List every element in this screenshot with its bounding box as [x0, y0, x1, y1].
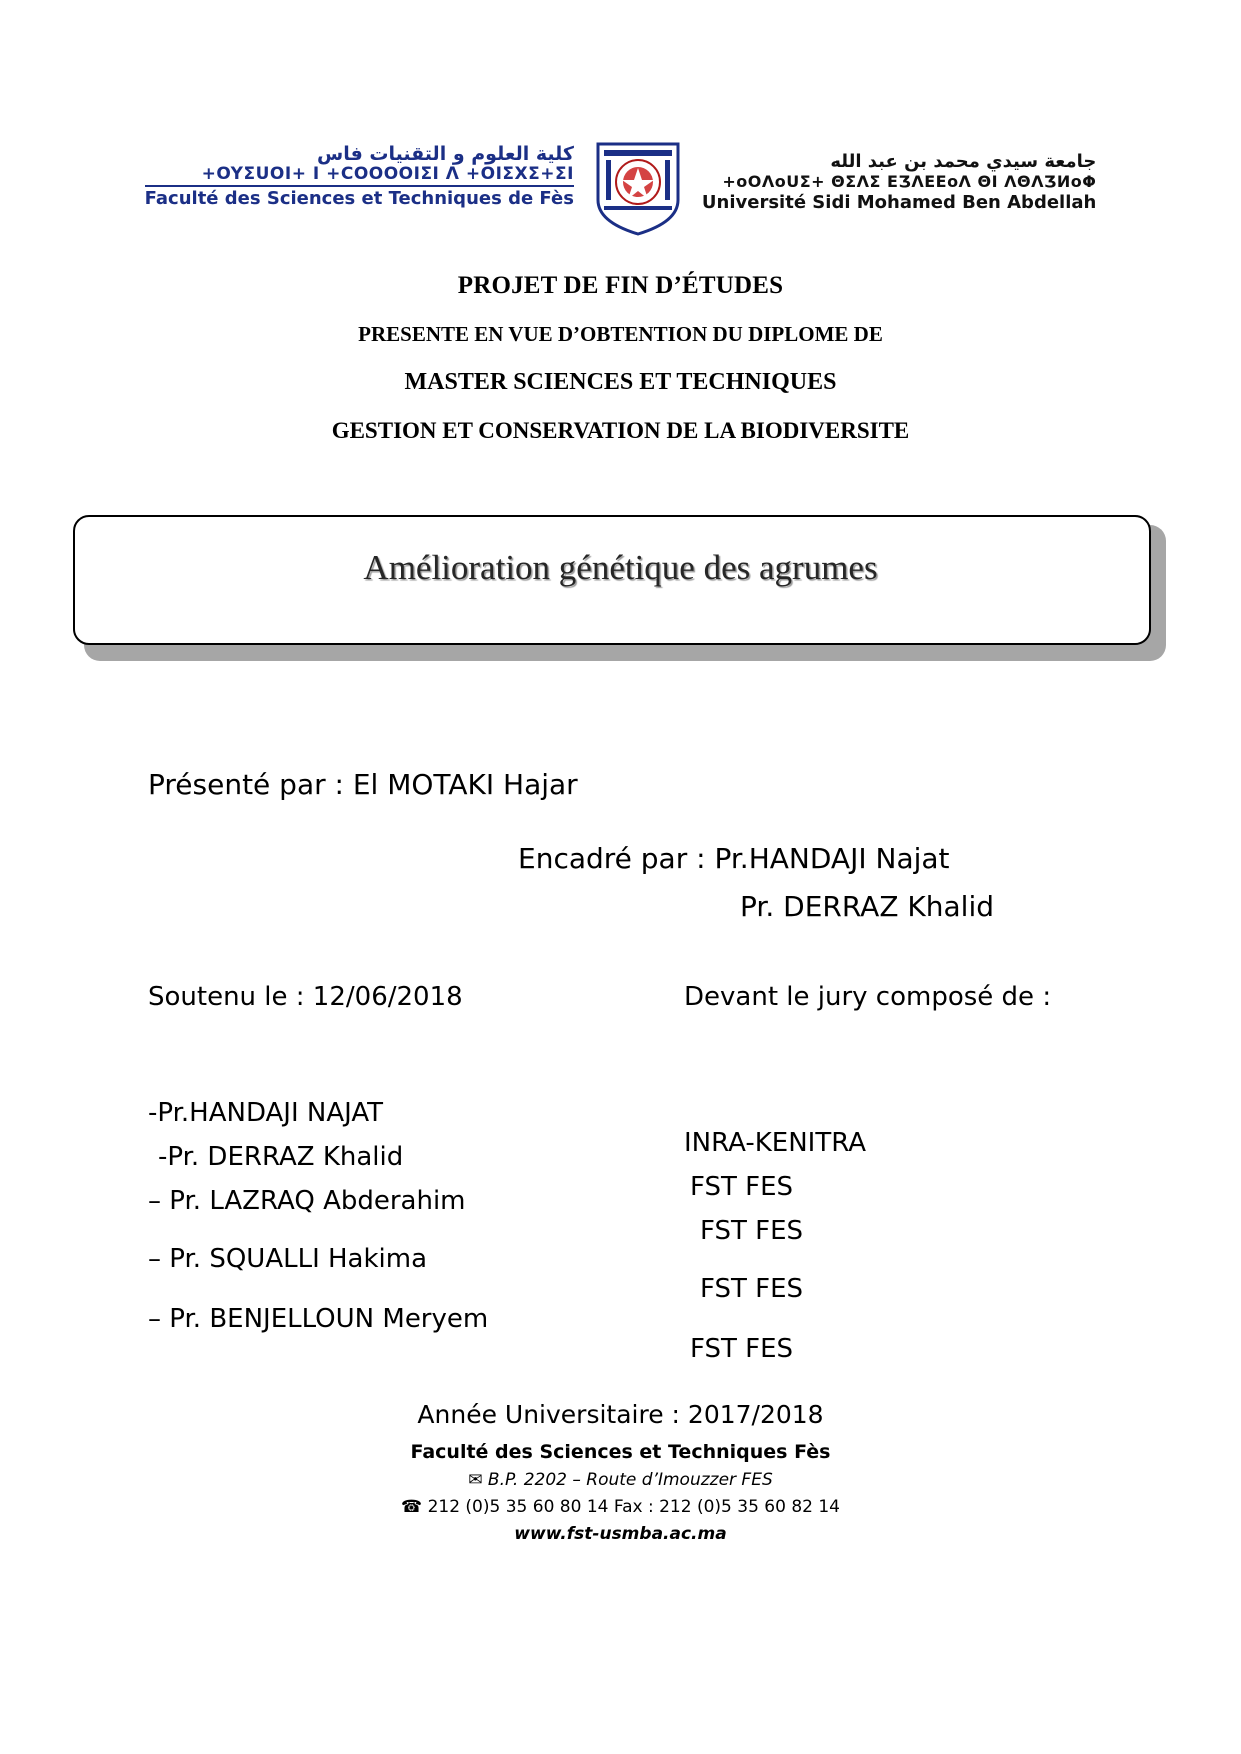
jury-member-name: – Pr. SQUALLI Hakima — [148, 1244, 428, 1274]
university-crest-icon — [590, 130, 686, 236]
faculty-logo — [145, 130, 574, 209]
footer-website: www.fst-usmba.ac.ma — [514, 1524, 727, 1544]
page-title: Amélioration génétique des agrumes — [363, 548, 878, 587]
supervisor-line-1: Encadré par : Pr.HANDAJI Najat — [518, 842, 950, 875]
jury-member-affiliation: FST FES — [700, 1216, 804, 1246]
footer-phone-line — [0, 1497, 1241, 1517]
university-logo — [702, 130, 1096, 214]
university-logo-arabic: جامعة سيدي محمد بن عبد الله — [830, 151, 1097, 172]
presented-by-line: Présenté par : El MOTAKI Hajar — [148, 768, 578, 801]
faculty-logo-french: Faculté des Sciences et Techniques de Fès — [145, 185, 574, 209]
heading-specialty: GESTION ET CONSERVATION DE LA BIODIVERSITE — [331, 418, 910, 443]
jury-member-name: -Pr. DERRAZ Khalid — [158, 1142, 404, 1172]
jury-member-name: -Pr.HANDAJI NAJAT — [148, 1098, 384, 1128]
jury-member-name: – Pr. BENJELLOUN Meryem — [148, 1304, 489, 1334]
jury-member-affiliation: FST FES — [700, 1274, 804, 1304]
footer-address: B.P. 2202 – Route d’Imouzzer FES — [487, 1470, 773, 1490]
page-header — [0, 130, 1241, 240]
footer-faculty-name: Faculté des Sciences et Techniques Fès — [410, 1441, 831, 1463]
supervisor-line-2: Pr. DERRAZ Khalid — [740, 890, 994, 923]
university-logo-tifinagh: +oOΛoUΣ+ ΘΣΛΣ ΕƷΛΕΕoΛ ΘΙ ΛΘΛƷИoΦ — [722, 171, 1097, 191]
defense-date-line: Soutenu le : 12/06/2018 — [148, 982, 463, 1012]
academic-year: Année Universitaire : 2017/2018 — [417, 1400, 824, 1429]
degree-heading-block — [0, 272, 1241, 466]
faculty-logo-tifinagh: +OYΣUOI+ I +COOOOIΣI Λ +OIΣXΣ+ΣI — [201, 164, 574, 185]
heading-master-degree: MASTER SCIENCES ET TECHNIQUES — [404, 369, 837, 395]
jury-member-affiliation: FST FES — [690, 1172, 794, 1202]
envelope-icon: ✉ — [468, 1470, 483, 1490]
page-footer — [0, 1400, 1241, 1544]
heading-presented-for: PRESENTE EN VUE D’OBTENTION DU DIPLOME DE — [358, 322, 883, 346]
jury-member-name: – Pr. LAZRAQ Abderahim — [148, 1186, 466, 1216]
footer-phone: 212 (0)5 35 60 80 14 Fax : 212 (0)5 35 60 82 14 — [427, 1497, 840, 1517]
telephone-icon: ☎ — [400, 1497, 423, 1517]
faculty-logo-arabic: كلية العلوم و التقنيات فاس — [316, 143, 574, 165]
heading-project: PROJET DE FIN D’ÉTUDES — [457, 272, 784, 299]
footer-address-line — [0, 1470, 1241, 1490]
university-logo-french: Université Sidi Mohamed Ben Abdellah — [701, 192, 1097, 214]
jury-member-affiliation: FST FES — [690, 1334, 794, 1364]
jury-label: Devant le jury composé de : — [684, 982, 1052, 1012]
jury-row — [0, 1274, 1100, 1394]
jury-member-affiliation: INRA-KENITRA — [684, 1128, 866, 1158]
